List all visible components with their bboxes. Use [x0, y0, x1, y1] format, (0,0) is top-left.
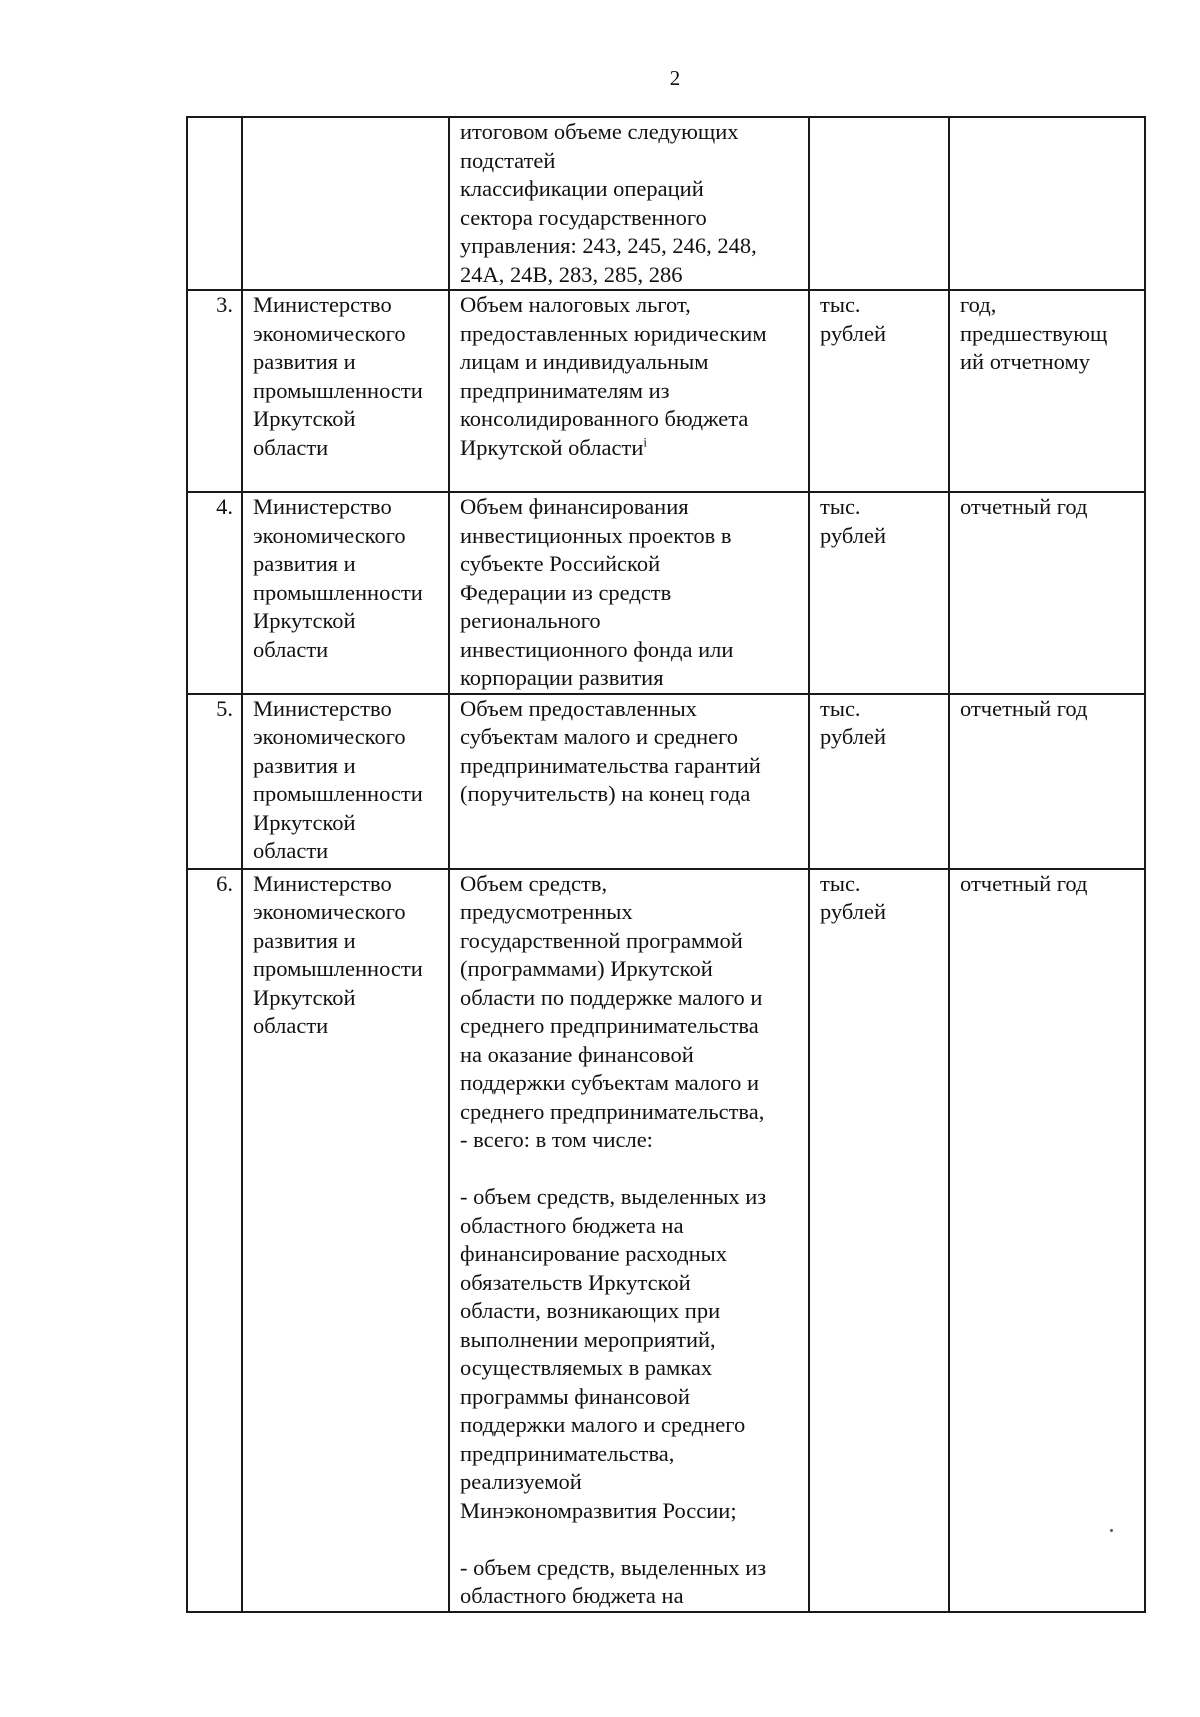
indicator-cell-line: корпорации развития	[460, 665, 664, 690]
ministry-cell-line: области	[253, 1013, 329, 1038]
ministry-cell-line: Иркутской	[253, 406, 356, 431]
unit-cell-line: рублей	[820, 522, 887, 548]
ministry-cell-line: развития и	[253, 349, 356, 374]
indicator-cell-line: выполнении мероприятий,	[460, 1326, 716, 1352]
indicator-cell-line: государственной программой	[460, 927, 743, 953]
ministry-cell-line: Иркутской	[253, 809, 356, 835]
indicator-cell	[449, 117, 809, 290]
indicator-cell-line: на оказание финансовой	[460, 1041, 694, 1067]
period-cell	[949, 694, 1145, 869]
indicator-cell-line: реализуемой	[460, 1469, 582, 1494]
ministry-cell-line: Иркутской	[253, 608, 356, 633]
indicator-cell-line: обязательств Иркутской	[460, 1269, 691, 1295]
indicator-cell-line: поддержки субъектам малого и	[460, 1070, 759, 1095]
table-row	[187, 694, 1145, 869]
ministry-cell	[242, 694, 449, 869]
indicator-cell-line: поддержки малого и среднего	[460, 1412, 746, 1437]
ministry-cell-line: экономического	[253, 899, 406, 924]
unit-cell-line: рублей	[820, 724, 887, 749]
indicator-cell-line: подстатей	[460, 147, 556, 173]
indicator-cell-line: предусмотренных	[460, 899, 633, 924]
period-cell-line: отчетный год	[960, 494, 1088, 519]
indicator-cell	[449, 694, 809, 869]
indicator-cell-line: - всего: в том числе:	[460, 1127, 653, 1152]
period-cell-line: ий отчетному	[960, 349, 1090, 374]
row-number	[187, 117, 242, 290]
indicator-cell-line: осуществляемых в рамках	[460, 1355, 713, 1380]
indicator-cell-line: программы финансовой	[460, 1383, 690, 1409]
table-row	[187, 290, 1145, 492]
indicator-cell-line: - объем средств, выделенных из	[460, 1554, 767, 1580]
indicator-cell-line: 24А, 24В, 283, 285, 286	[460, 261, 683, 287]
indicator-cell-line: предоставленных юридическим	[460, 320, 767, 346]
indicator-cell-line: финансирование расходных	[460, 1241, 728, 1266]
indicators-table	[186, 116, 1146, 1613]
indicator-cell-line	[460, 1525, 802, 1554]
scan-speck	[1110, 1529, 1113, 1532]
indicator-cell-line: областного бюджета на	[460, 1212, 684, 1238]
indicator-cell-line: Федерации из средств	[460, 579, 672, 605]
page-number: 2	[669, 66, 681, 90]
indicator-cell-line: областного бюджета на	[460, 1583, 684, 1608]
indicator-cell-line: предпринимателям из	[460, 377, 670, 403]
ministry-cell	[242, 492, 449, 694]
indicator-cell-line: консолидированного бюджета	[460, 406, 749, 431]
period-cell-line: отчетный год	[960, 870, 1088, 896]
indicator-cell-line: инвестиционного фонда или	[460, 636, 734, 662]
indicator-cell-line: управления: 243, 245, 246, 248,	[460, 233, 757, 258]
period-cell	[949, 492, 1145, 694]
unit-cell-line: тыс.	[820, 870, 861, 896]
indicator-cell-line	[460, 1155, 802, 1184]
indicator-cell-line: субъектам малого и среднего	[460, 724, 739, 749]
period-cell	[949, 117, 1145, 290]
period-cell-line: год,	[960, 292, 997, 317]
table-row	[187, 492, 1145, 694]
indicator-cell-line: субъекте Российской	[460, 551, 661, 576]
row-number: 3.	[187, 290, 242, 492]
ministry-cell-line: Министерство	[253, 695, 392, 721]
indicator-cell-line: Минэкономразвития России;	[460, 1497, 737, 1523]
unit-cell-line: рублей	[820, 899, 887, 924]
ministry-cell	[242, 117, 449, 290]
ministry-cell-line: области	[253, 636, 329, 662]
ministry-cell-line: развития и	[253, 752, 356, 778]
indicator-cell-line: лицам и индивидуальным	[460, 349, 709, 374]
ministry-cell-line: Министерство	[253, 292, 392, 317]
table-row	[187, 117, 1145, 290]
period-cell	[949, 869, 1145, 1612]
indicator-cell	[449, 492, 809, 694]
ministry-cell-line: развития и	[253, 551, 356, 576]
ministry-cell-line: промышленности	[253, 377, 423, 403]
indicator-cell-line: предпринимательства гарантий	[460, 752, 761, 778]
row-number: 6.	[187, 869, 242, 1612]
footnote-mark[interactable]: i	[643, 434, 647, 449]
indicator-cell-line: регионального	[460, 608, 601, 633]
unit-cell-line: тыс.	[820, 292, 861, 317]
indicator-cell-line: Иркутской области$^i$	[460, 434, 647, 460]
ministry-cell-line: экономического	[253, 320, 406, 346]
ministry-cell-line: промышленности	[253, 579, 423, 605]
ministry-cell-line: промышленности	[253, 956, 423, 981]
table-row	[187, 869, 1145, 1612]
period-cell	[949, 290, 1145, 492]
indicator-cell-line: (поручительств) на конец года	[460, 781, 751, 806]
indicator-cell-line: Объем финансирования	[460, 494, 689, 519]
unit-cell-line: рублей	[820, 320, 887, 346]
ministry-cell-line: Министерство	[253, 870, 392, 896]
unit-cell	[809, 694, 949, 869]
ministry-cell-line: области	[253, 434, 329, 460]
ministry-cell	[242, 869, 449, 1612]
indicator-cell-line: итоговом объеме следующих	[460, 119, 739, 144]
unit-cell-line: тыс.	[820, 695, 861, 721]
ministry-cell-line: Министерство	[253, 494, 392, 519]
indicator-cell-line: - объем средств, выделенных из	[460, 1184, 767, 1209]
indicator-cell-line: (программами) Иркутской	[460, 956, 713, 981]
ministry-cell-line: промышленности	[253, 781, 423, 806]
indicator-cell-line: классификации операций	[460, 176, 704, 201]
indicator-cell	[449, 869, 809, 1612]
ministry-cell-line: Иркутской	[253, 984, 356, 1010]
unit-cell	[809, 869, 949, 1612]
period-cell-line: предшествующ	[960, 320, 1108, 346]
indicator-cell-line: области, возникающих при	[460, 1298, 721, 1323]
row-number: 4.	[187, 492, 242, 694]
ministry-cell-line: области	[253, 838, 329, 863]
ministry-cell-line: экономического	[253, 522, 406, 548]
indicator-cell	[449, 290, 809, 492]
unit-cell	[809, 290, 949, 492]
ministry-cell-line: экономического	[253, 724, 406, 749]
indicator-cell-line: среднего предпринимательства	[460, 1013, 759, 1038]
indicator-cell-line: инвестиционных проектов в	[460, 522, 732, 548]
ministry-cell-line: развития и	[253, 927, 356, 953]
indicator-cell-line: Объем налоговых льгот,	[460, 292, 691, 317]
unit-cell	[809, 492, 949, 694]
period-cell-line: отчетный год	[960, 695, 1088, 721]
indicator-cell-line: сектора государственного	[460, 204, 707, 230]
row-number: 5.	[187, 694, 242, 869]
indicator-cell-line: среднего предпринимательства,	[460, 1098, 765, 1124]
ministry-cell	[242, 290, 449, 492]
indicator-cell-line: Объем предоставленных	[460, 695, 697, 721]
unit-cell	[809, 117, 949, 290]
indicator-cell-line: Объем средств,	[460, 870, 608, 896]
indicator-cell-line: предпринимательства,	[460, 1440, 675, 1466]
unit-cell-line: тыс.	[820, 494, 861, 519]
indicator-cell-line: области по поддержке малого и	[460, 984, 763, 1010]
